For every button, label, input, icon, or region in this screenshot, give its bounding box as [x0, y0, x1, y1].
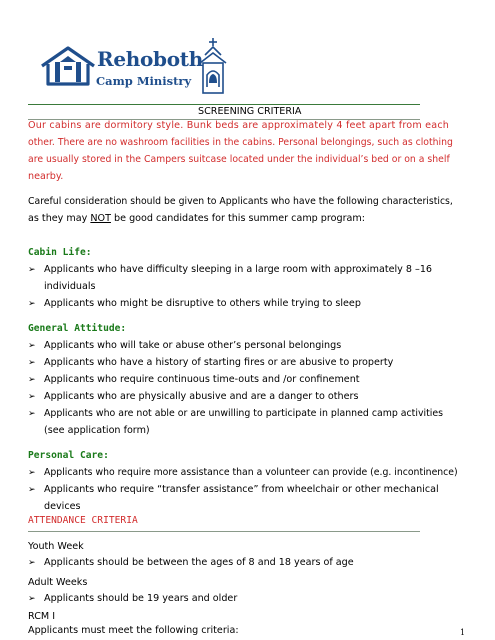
- arrow-bullet-icon: ➢: [28, 341, 36, 351]
- attitude-item-4: Applicants who are physically abusive and are a danger to others: [44, 391, 359, 402]
- arrow-bullet-icon: ➢: [28, 594, 36, 604]
- page-number: 1: [460, 628, 466, 637]
- arrow-bullet-icon: ➢: [28, 299, 36, 309]
- cabin-item-1-cont: individuals: [44, 281, 96, 292]
- logo-subtitle: Camp Ministry: [96, 74, 192, 88]
- logo-wordmark: Rehoboth: [97, 47, 203, 71]
- arrow-bullet-icon: ➢: [28, 358, 36, 368]
- rcm-label: RCM I: [28, 611, 56, 622]
- care-item-2-cont: devices: [44, 501, 81, 512]
- arrow-bullet-icon: ➢: [28, 392, 36, 402]
- attendance-divider: [28, 531, 420, 532]
- intro-line-1: Our cabins are dormitory style. Bunk beds are approximately 4 feet apart from each: [28, 120, 450, 131]
- intro-line-2: other. There are no washroom facilities in the cabins. Personal belongings, such as clothing: [28, 137, 453, 148]
- attitude-item-1: Applicants who will take or abuse other’s personal belongings: [44, 340, 342, 351]
- arrow-bullet-icon: ➢: [28, 558, 36, 568]
- care-item-1: Applicants who require more assistance than a volunteer can provide (e.g. incontinence): [44, 467, 458, 478]
- consider-line-1: Careful consideration should be given to Applicants who have the following characteristics,: [28, 196, 453, 207]
- attitude-item-2: Applicants who have a history of starting fires or are abusive to property: [44, 357, 394, 368]
- arrow-bullet-icon: ➢: [28, 409, 36, 419]
- youth-item: Applicants should be between the ages of 8 and 18 years of age: [44, 557, 354, 568]
- cabin-item-1: Applicants who have difficulty sleeping in a large room with approximately 8 –16: [44, 264, 433, 275]
- general-attitude-heading: General Attitude:: [28, 323, 127, 334]
- cabin-life-heading: Cabin Life:: [28, 247, 92, 258]
- arrow-bullet-icon: ➢: [28, 485, 36, 495]
- consider-line-2: [28, 211, 365, 228]
- intro-line-3: are usually stored in the Campers suitcase located under the individual’s bed or on a shelf: [28, 154, 450, 165]
- attendance-title: ATTENDANCE CRITERIA: [28, 515, 138, 526]
- youth-week-label: Youth Week: [28, 541, 84, 552]
- care-item-2: Applicants who require “transfer assistance” from wheelchair or other mechanical: [44, 484, 439, 495]
- consider-post: be good candidates for this summer camp program:: [114, 213, 365, 224]
- adult-weeks-label: Adult Weeks: [28, 577, 88, 588]
- rcm-text: Applicants must meet the following criteria:: [28, 625, 239, 636]
- screening-title: SCREENING CRITERIA: [198, 106, 302, 117]
- attitude-item-3: Applicants who require continuous time-outs and /or confinement: [44, 374, 360, 385]
- attitude-item-5: Applicants who are not able or are unwilling to participate in planned camp activities: [44, 408, 444, 419]
- consider-pre: as they may: [28, 213, 88, 224]
- arrow-bullet-icon: ➢: [28, 468, 36, 478]
- personal-care-heading: Personal Care:: [28, 450, 109, 461]
- consider-not: NOT: [90, 213, 111, 224]
- cabin-item-2: Applicants who might be disruptive to others while trying to sleep: [44, 298, 361, 309]
- arrow-bullet-icon: ➢: [28, 375, 36, 385]
- arrow-bullet-icon: ➢: [28, 265, 36, 275]
- adult-item: Applicants should be 19 years and older: [44, 593, 238, 604]
- attitude-item-5-cont: (see application form): [44, 425, 150, 436]
- bell-tower-icon: [196, 37, 230, 95]
- intro-line-4: nearby.: [28, 171, 64, 182]
